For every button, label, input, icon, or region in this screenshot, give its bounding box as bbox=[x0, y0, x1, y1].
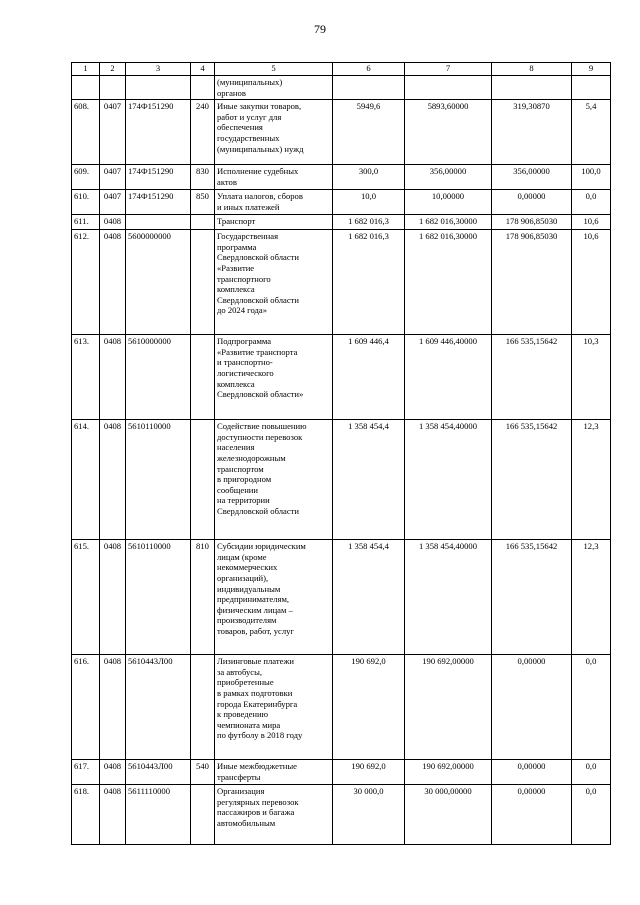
adjusted-amount-cell: 190 692,00000 bbox=[405, 760, 492, 785]
budget-table bbox=[71, 62, 611, 845]
planned-amount-cell: 300,0 bbox=[333, 165, 405, 190]
table-row bbox=[72, 230, 611, 335]
expense-type-code-cell bbox=[191, 76, 215, 100]
adjusted-amount-cell: 356,00000 bbox=[405, 165, 492, 190]
section-code-cell: 0407 bbox=[100, 165, 126, 190]
expense-type-code-cell bbox=[191, 215, 215, 230]
expense-type-code-cell bbox=[191, 785, 215, 845]
executed-amount-cell bbox=[492, 76, 572, 100]
adjusted-amount-cell: 1 609 446,40000 bbox=[405, 335, 492, 420]
executed-amount-cell: 0,00000 bbox=[492, 785, 572, 845]
expense-type-code-cell bbox=[191, 335, 215, 420]
row-number-cell: 608. bbox=[72, 100, 100, 165]
execution-percent-cell: 10,6 bbox=[572, 230, 611, 335]
executed-amount-cell: 166 535,15642 bbox=[492, 540, 572, 655]
target-article-code-cell: 5610110000 bbox=[126, 420, 191, 540]
execution-percent-cell: 10,6 bbox=[572, 215, 611, 230]
adjusted-amount-cell bbox=[405, 76, 492, 100]
section-code-cell: 0407 bbox=[100, 100, 126, 165]
item-name-cell: Подпрограмма «Развитие транспорта и транспортно- логистического комплекса Свердловской области» bbox=[215, 335, 333, 420]
expense-type-code-cell: 850 bbox=[191, 190, 215, 215]
row-number-cell: 614. bbox=[72, 420, 100, 540]
target-article-code-cell: 5600000000 bbox=[126, 230, 191, 335]
target-article-code-cell: 174Ф151290 bbox=[126, 165, 191, 190]
table-row bbox=[72, 190, 611, 215]
executed-amount-cell: 319,30870 bbox=[492, 100, 572, 165]
target-article-code-cell: 5610443Л00 bbox=[126, 760, 191, 785]
row-number-cell: 616. bbox=[72, 655, 100, 760]
table-row bbox=[72, 76, 611, 100]
planned-amount-cell: 1 358 454,4 bbox=[333, 540, 405, 655]
adjusted-amount-cell: 5893,60000 bbox=[405, 100, 492, 165]
section-code-cell: 0408 bbox=[100, 420, 126, 540]
expense-type-code-cell bbox=[191, 420, 215, 540]
execution-percent-cell: 5,4 bbox=[572, 100, 611, 165]
table-row bbox=[72, 760, 611, 785]
adjusted-amount-cell: 190 692,00000 bbox=[405, 655, 492, 760]
planned-amount-cell: 1 682 016,3 bbox=[333, 230, 405, 335]
row-number-cell: 611. bbox=[72, 215, 100, 230]
planned-amount-cell: 1 609 446,4 bbox=[333, 335, 405, 420]
execution-percent-cell: 0,0 bbox=[572, 760, 611, 785]
row-number-cell: 613. bbox=[72, 335, 100, 420]
target-article-code-cell bbox=[126, 76, 191, 100]
planned-amount-cell: 1 358 454,4 bbox=[333, 420, 405, 540]
executed-amount-cell: 0,00000 bbox=[492, 760, 572, 785]
adjusted-amount-cell: 1 358 454,40000 bbox=[405, 540, 492, 655]
row-number-cell: 617. bbox=[72, 760, 100, 785]
row-number-cell: 615. bbox=[72, 540, 100, 655]
table-row bbox=[72, 335, 611, 420]
header-cell: 1 bbox=[72, 63, 100, 76]
expense-type-code-cell: 830 bbox=[191, 165, 215, 190]
planned-amount-cell: 5949,6 bbox=[333, 100, 405, 165]
executed-amount-cell: 0,00000 bbox=[492, 190, 572, 215]
header-cell: 3 bbox=[126, 63, 191, 76]
table-row bbox=[72, 540, 611, 655]
table-row bbox=[72, 100, 611, 165]
row-number-cell: 609. bbox=[72, 165, 100, 190]
execution-percent-cell: 0,0 bbox=[572, 190, 611, 215]
adjusted-amount-cell: 1 358 454,40000 bbox=[405, 420, 492, 540]
table-row bbox=[72, 420, 611, 540]
item-name-cell: Транспорт bbox=[215, 215, 333, 230]
execution-percent-cell: 10,3 bbox=[572, 335, 611, 420]
execution-percent-cell bbox=[572, 76, 611, 100]
header-cell: 2 bbox=[100, 63, 126, 76]
item-name-cell: (муниципальных) органов bbox=[215, 76, 333, 100]
row-number-cell: 612. bbox=[72, 230, 100, 335]
target-article-code-cell: 5610110000 bbox=[126, 540, 191, 655]
planned-amount-cell: 30 000,0 bbox=[333, 785, 405, 845]
section-code-cell: 0408 bbox=[100, 785, 126, 845]
adjusted-amount-cell: 30 000,00000 bbox=[405, 785, 492, 845]
section-code-cell: 0407 bbox=[100, 190, 126, 215]
table-row bbox=[72, 655, 611, 760]
header-cell: 4 bbox=[191, 63, 215, 76]
executed-amount-cell: 166 535,15642 bbox=[492, 335, 572, 420]
planned-amount-cell: 190 692,0 bbox=[333, 655, 405, 760]
item-name-cell: Иные межбюджетные трансферты bbox=[215, 760, 333, 785]
expense-type-code-cell bbox=[191, 230, 215, 335]
adjusted-amount-cell: 10,00000 bbox=[405, 190, 492, 215]
adjusted-amount-cell: 1 682 016,30000 bbox=[405, 215, 492, 230]
header-cell: 5 bbox=[215, 63, 333, 76]
planned-amount-cell: 190 692,0 bbox=[333, 760, 405, 785]
target-article-code-cell: 174Ф151290 bbox=[126, 190, 191, 215]
row-number-cell: 610. bbox=[72, 190, 100, 215]
expense-type-code-cell: 540 bbox=[191, 760, 215, 785]
table-row bbox=[72, 165, 611, 190]
executed-amount-cell: 0,00000 bbox=[492, 655, 572, 760]
executed-amount-cell: 166 535,15642 bbox=[492, 420, 572, 540]
item-name-cell: Иные закупки товаров, работ и услуг для обеспечения государственных (муниципальных) нужд bbox=[215, 100, 333, 165]
section-code-cell: 0408 bbox=[100, 655, 126, 760]
target-article-code-cell: 5611110000 bbox=[126, 785, 191, 845]
header-row bbox=[72, 63, 611, 76]
planned-amount-cell: 10,0 bbox=[333, 190, 405, 215]
item-name-cell: Лизинговые платежи за автобусы, приобретенные в рамках подготовки города Екатеринбурга к проведению чемпионата мира по футболу в 2018 году bbox=[215, 655, 333, 760]
executed-amount-cell: 178 906,85030 bbox=[492, 230, 572, 335]
executed-amount-cell: 356,00000 bbox=[492, 165, 572, 190]
item-name-cell: Исполнение судебных актов bbox=[215, 165, 333, 190]
item-name-cell: Субсидии юридическим лицам (кроме некоммерческих организаций), индивидуальным предпринимателям, физическим лицам – производителям товаров, работ, услуг bbox=[215, 540, 333, 655]
item-name-cell: Уплата налогов, сборов и иных платежей bbox=[215, 190, 333, 215]
target-article-code-cell: 5610000000 bbox=[126, 335, 191, 420]
item-name-cell: Содействие повышению доступности перевозок населения железнодорожным транспортом в пригородном сообщении на территории Свердловской области bbox=[215, 420, 333, 540]
execution-percent-cell: 0,0 bbox=[572, 655, 611, 760]
section-code-cell: 0408 bbox=[100, 335, 126, 420]
section-code-cell bbox=[100, 76, 126, 100]
execution-percent-cell: 12,3 bbox=[572, 420, 611, 540]
expense-type-code-cell: 810 bbox=[191, 540, 215, 655]
target-article-code-cell bbox=[126, 215, 191, 230]
header-cell: 7 bbox=[405, 63, 492, 76]
section-code-cell: 0408 bbox=[100, 760, 126, 785]
planned-amount-cell: 1 682 016,3 bbox=[333, 215, 405, 230]
header-cell: 9 bbox=[572, 63, 611, 76]
section-code-cell: 0408 bbox=[100, 540, 126, 655]
row-number-cell bbox=[72, 76, 100, 100]
planned-amount-cell bbox=[333, 76, 405, 100]
table-row bbox=[72, 215, 611, 230]
execution-percent-cell: 100,0 bbox=[572, 165, 611, 190]
item-name-cell: Государственная программа Свердловской области «Развитие транспортного комплекса Свердловской области до 2024 года» bbox=[215, 230, 333, 335]
execution-percent-cell: 12,3 bbox=[572, 540, 611, 655]
target-article-code-cell: 5610443Л00 bbox=[126, 655, 191, 760]
header-cell: 6 bbox=[333, 63, 405, 76]
adjusted-amount-cell: 1 682 016,30000 bbox=[405, 230, 492, 335]
item-name-cell: Организация регулярных перевозок пассажиров и багажа автомобильным bbox=[215, 785, 333, 845]
section-code-cell: 0408 bbox=[100, 215, 126, 230]
executed-amount-cell: 178 906,85030 bbox=[492, 215, 572, 230]
target-article-code-cell: 174Ф151290 bbox=[126, 100, 191, 165]
row-number-cell: 618. bbox=[72, 785, 100, 845]
expense-type-code-cell bbox=[191, 655, 215, 760]
execution-percent-cell: 0,0 bbox=[572, 785, 611, 845]
section-code-cell: 0408 bbox=[100, 230, 126, 335]
page-number: 79 bbox=[314, 22, 326, 36]
expense-type-code-cell: 240 bbox=[191, 100, 215, 165]
header-cell: 8 bbox=[492, 63, 572, 76]
table-row bbox=[72, 785, 611, 845]
